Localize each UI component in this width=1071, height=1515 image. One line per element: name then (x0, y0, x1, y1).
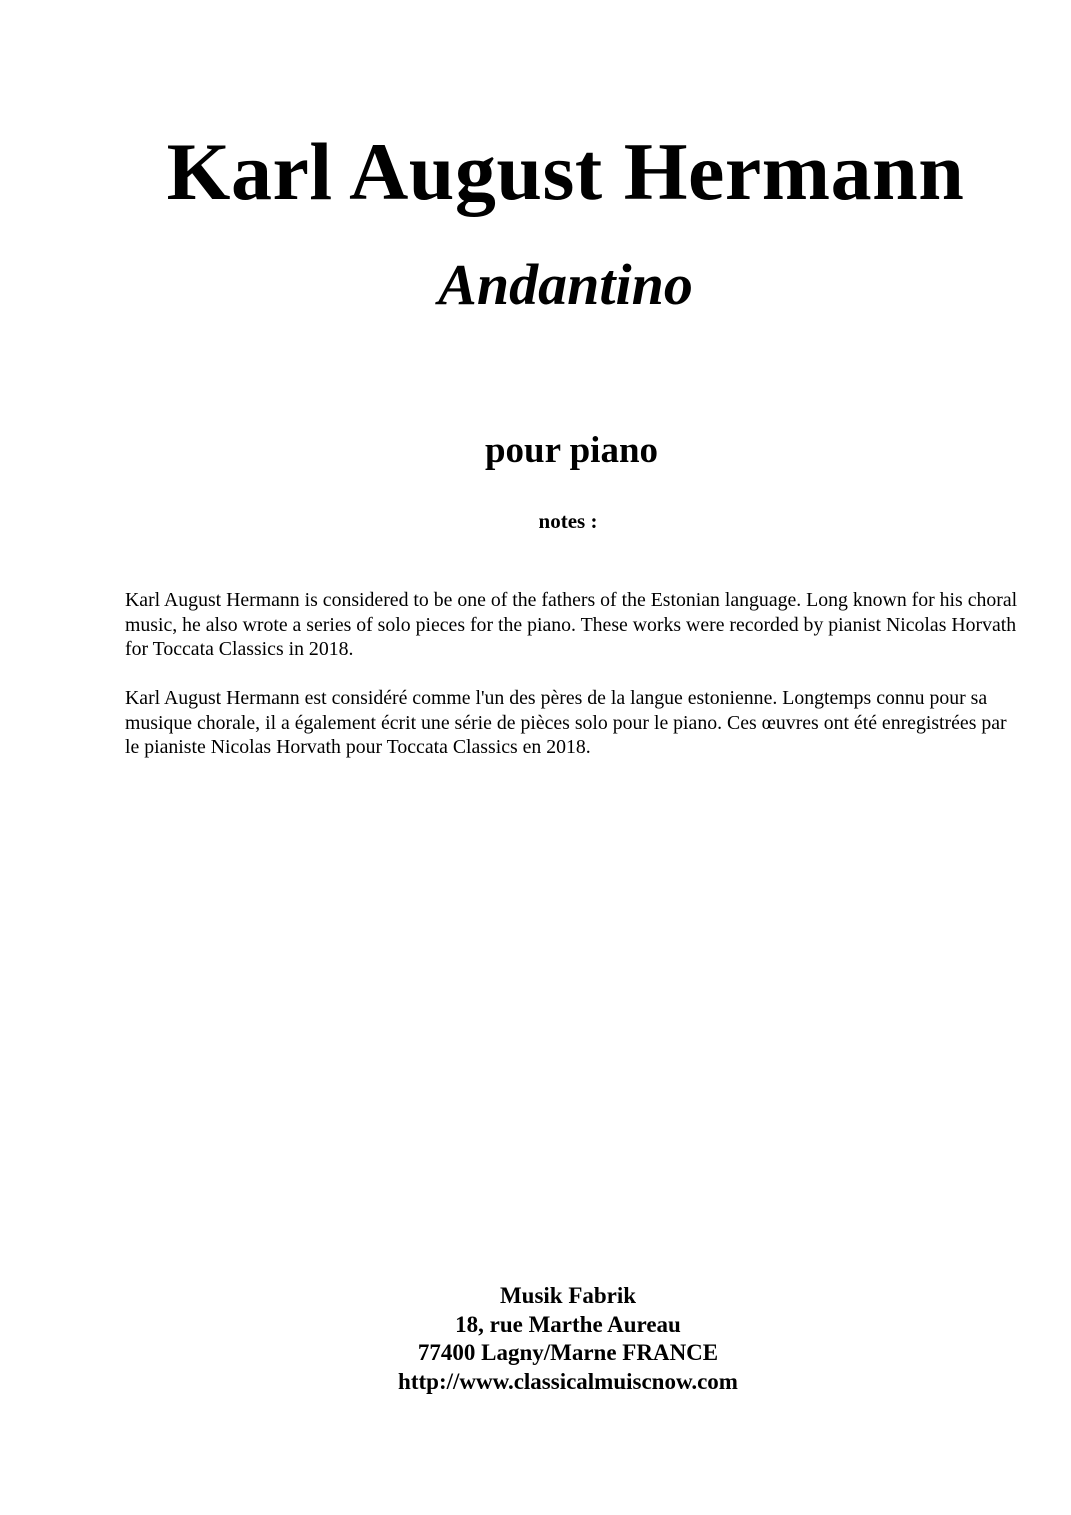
piece-title: Andantino (438, 252, 693, 317)
notes-heading: notes : (538, 509, 598, 533)
publisher-name: Musik Fabrik (499, 1283, 637, 1308)
publisher-website: http://www.classicalmuiscnow.com (398, 1368, 738, 1394)
composer-name: Karl August Hermann (166, 126, 965, 217)
notes-english: Karl August Hermann is considered to be one of the fathers of the Estonian language. Long known for his choral music, he also wrote a series of solo pieces for the piano. These works were recorded by pianist Nicolas Horvath for Toccata Classics in 2018. (125, 589, 1018, 660)
publisher-block (0, 1282, 1071, 1396)
instrumentation: pour piano (484, 430, 659, 471)
publisher-street: 18, rue Marthe Aureau (455, 1311, 681, 1337)
publisher-city: 77400 Lagny/Marne FRANCE (417, 1340, 719, 1365)
notes-french: Karl August Hermann est considéré comme l'un des pères de la langue estonienne. Longtemps connu pour sa musique chorale, il a également écrit une série de pièces solo pour le piano. Ces œuvres ont été enregistrées par le pianiste Nicolas Horvath pour Toccata Classics en 2018. (125, 687, 1007, 758)
